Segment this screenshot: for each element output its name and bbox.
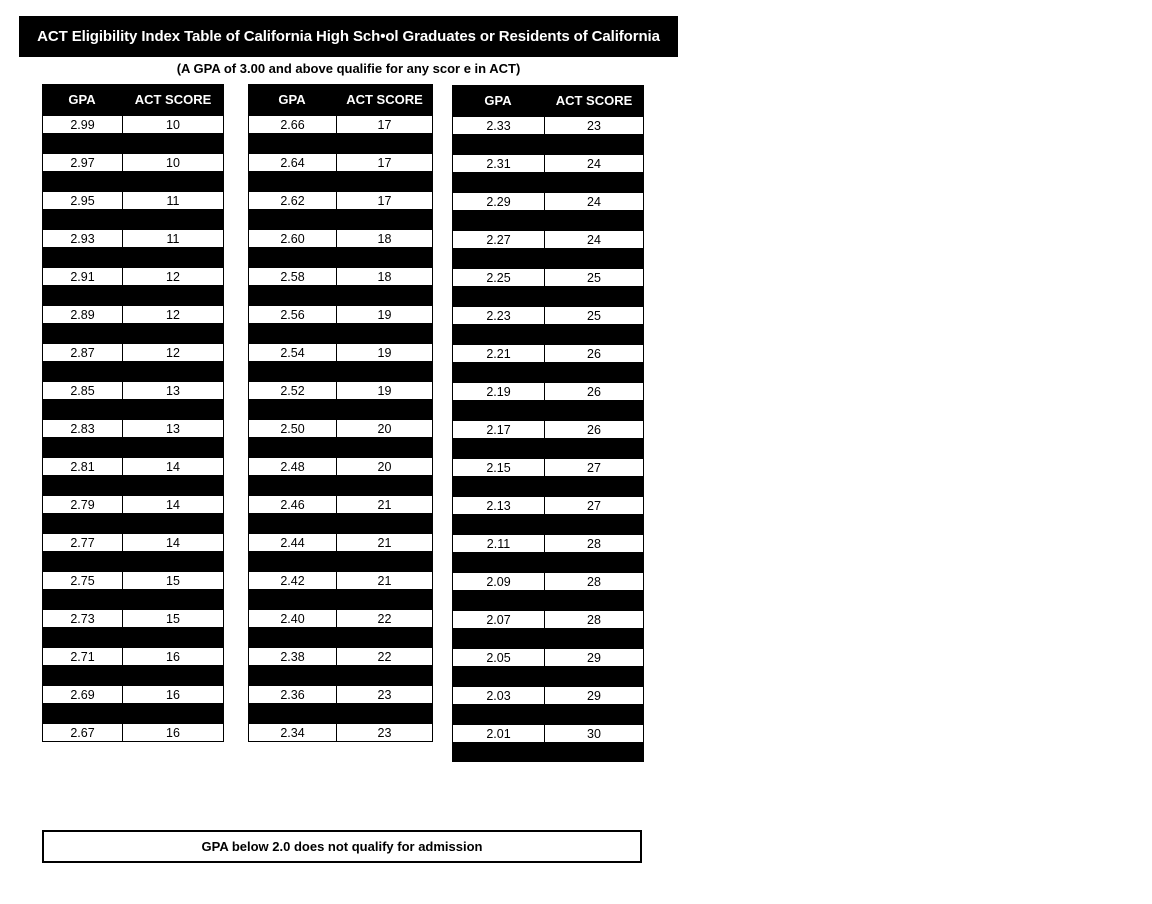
gpa-cell: 2.21	[453, 345, 545, 362]
gpa-cell: 2.17	[453, 421, 545, 438]
act-score-cell: 11	[166, 193, 180, 208]
table-row	[42, 647, 224, 666]
act-score-cell: 19	[377, 383, 392, 398]
gpa-cell: 2.56	[249, 306, 337, 323]
row-separator-band	[248, 590, 433, 609]
act-score-cell: 28	[587, 612, 601, 627]
table-row	[452, 496, 644, 515]
row-separator-band	[248, 666, 433, 685]
table-row	[248, 685, 433, 704]
table-row	[452, 230, 644, 249]
table-row	[42, 191, 224, 210]
act-score-cell: 27	[587, 498, 601, 513]
row-separator-band	[42, 438, 224, 457]
table-row	[42, 115, 224, 134]
table-row	[248, 343, 433, 362]
gpa-cell: 2.62	[249, 192, 337, 209]
row-separator-band	[248, 248, 433, 267]
table-row	[248, 191, 433, 210]
table-row	[452, 572, 644, 591]
act-score-cell: 14	[166, 459, 180, 474]
table-row	[452, 610, 644, 629]
gpa-cell: 2.31	[453, 155, 545, 172]
table-row	[42, 305, 224, 324]
row-separator-band	[42, 704, 224, 723]
act-score-cell: 21	[377, 573, 392, 588]
gpa-cell: 2.99	[43, 116, 123, 133]
act-score-cell: 29	[587, 688, 601, 703]
act-score-cell: 17	[377, 155, 392, 170]
table-column-3	[452, 85, 644, 762]
gpa-header: GPA	[484, 93, 512, 108]
gpa-cell: 2.44	[249, 534, 337, 551]
gpa-cell: 2.34	[249, 724, 337, 741]
act-score-cell: 29	[587, 650, 601, 665]
act-score-cell: 18	[377, 269, 392, 284]
gpa-cell: 2.69	[43, 686, 123, 703]
table-header	[42, 84, 224, 115]
table-row	[248, 647, 433, 666]
act-score-cell: 24	[587, 194, 601, 209]
gpa-cell: 2.66	[249, 116, 337, 133]
gpa-cell: 2.07	[453, 611, 545, 628]
row-separator-band	[452, 173, 644, 192]
table-header	[452, 85, 644, 116]
gpa-cell: 2.15	[453, 459, 545, 476]
row-separator-band	[452, 211, 644, 230]
act-score-cell: 21	[377, 497, 392, 512]
row-separator-band	[248, 286, 433, 305]
table-row	[452, 534, 644, 553]
act-score-header: ACT SCORE	[555, 93, 633, 108]
row-separator-band	[248, 438, 433, 457]
table-row	[248, 571, 433, 590]
act-score-cell: 12	[166, 269, 180, 284]
gpa-cell: 2.40	[249, 610, 337, 627]
row-separator-band	[248, 134, 433, 153]
row-separator-band	[42, 324, 224, 343]
row-separator-band	[42, 210, 224, 229]
row-separator-band	[42, 400, 224, 419]
act-score-cell: 23	[377, 687, 392, 702]
row-separator-band	[452, 287, 644, 306]
table-row	[42, 343, 224, 362]
table-row	[452, 306, 644, 325]
act-score-cell: 27	[587, 460, 601, 475]
act-score-cell: 21	[377, 535, 392, 550]
table-row	[248, 115, 433, 134]
gpa-cell: 2.75	[43, 572, 123, 589]
act-score-header: ACT SCORE	[346, 92, 423, 107]
table-row	[452, 648, 644, 667]
row-separator-band	[452, 629, 644, 648]
row-separator-band	[42, 286, 224, 305]
gpa-cell: 2.48	[249, 458, 337, 475]
act-score-cell: 26	[587, 422, 601, 437]
table-row	[42, 153, 224, 172]
act-score-cell: 15	[166, 611, 180, 626]
gpa-cell: 2.38	[249, 648, 337, 665]
row-separator-band	[452, 401, 644, 420]
act-score-cell: 12	[166, 345, 180, 360]
table-row	[248, 305, 433, 324]
act-score-cell: 30	[587, 726, 601, 741]
row-separator-band	[452, 439, 644, 458]
table-header	[248, 84, 433, 115]
act-score-cell: 23	[587, 118, 601, 133]
gpa-cell: 2.36	[249, 686, 337, 703]
row-separator-band	[42, 514, 224, 533]
row-separator-band	[452, 591, 644, 610]
row-separator-band	[42, 590, 224, 609]
gpa-cell: 2.83	[43, 420, 123, 437]
gpa-header: GPA	[278, 92, 306, 107]
row-separator-band	[452, 743, 644, 762]
page-subtitle: (A GPA of 3.00 and above qualifie for any scor e in ACT)	[176, 61, 521, 76]
gpa-cell: 2.25	[453, 269, 545, 286]
table-row	[42, 685, 224, 704]
gpa-header: GPA	[68, 92, 96, 107]
table-row	[452, 724, 644, 743]
row-separator-band	[248, 552, 433, 571]
table-row	[42, 723, 224, 742]
row-separator-band	[248, 324, 433, 343]
gpa-cell: 2.05	[453, 649, 545, 666]
act-score-cell: 13	[166, 421, 180, 436]
gpa-cell: 2.03	[453, 687, 545, 704]
act-score-cell: 17	[377, 117, 392, 132]
table-row	[248, 723, 433, 742]
row-separator-band	[42, 628, 224, 647]
row-separator-band	[42, 172, 224, 191]
page-title: ACT Eligibility Index Table of California High Sch•ol Graduates or Residents of California	[19, 16, 678, 57]
row-separator-band	[42, 362, 224, 381]
gpa-cell: 2.46	[249, 496, 337, 513]
row-separator-band	[452, 249, 644, 268]
act-score-cell: 25	[587, 270, 601, 285]
row-separator-band	[248, 514, 433, 533]
gpa-cell: 2.64	[249, 154, 337, 171]
act-score-cell: 22	[377, 649, 392, 664]
gpa-cell: 2.11	[453, 535, 545, 552]
gpa-cell: 2.93	[43, 230, 123, 247]
act-score-cell: 14	[166, 497, 180, 512]
gpa-cell: 2.85	[43, 382, 123, 399]
row-separator-band	[248, 172, 433, 191]
table-row	[248, 229, 433, 248]
gpa-cell: 2.58	[249, 268, 337, 285]
act-score-cell: 17	[377, 193, 392, 208]
gpa-cell: 2.97	[43, 154, 123, 171]
gpa-cell: 2.52	[249, 382, 337, 399]
row-separator-band	[248, 476, 433, 495]
act-score-cell: 13	[166, 383, 180, 398]
table-row	[452, 268, 644, 287]
act-score-cell: 12	[166, 307, 180, 322]
gpa-cell: 2.81	[43, 458, 123, 475]
table-row	[452, 344, 644, 363]
table-column-2	[248, 84, 433, 742]
act-score-cell: 14	[166, 535, 180, 550]
row-separator-band	[42, 134, 224, 153]
row-separator-band	[452, 667, 644, 686]
gpa-cell: 2.33	[453, 117, 545, 134]
gpa-cell: 2.89	[43, 306, 123, 323]
table-column-1	[42, 84, 224, 742]
row-separator-band	[452, 515, 644, 534]
table-row	[248, 533, 433, 552]
gpa-cell: 2.77	[43, 534, 123, 551]
act-score-cell: 20	[377, 421, 392, 436]
table-row	[248, 495, 433, 514]
table-row	[452, 382, 644, 401]
act-score-cell: 22	[377, 611, 392, 626]
table-row	[248, 267, 433, 286]
row-separator-band	[248, 704, 433, 723]
row-separator-band	[42, 476, 224, 495]
table-row	[248, 419, 433, 438]
row-separator-band	[42, 248, 224, 267]
act-score-cell: 10	[166, 155, 180, 170]
act-score-cell: 26	[587, 346, 601, 361]
gpa-cell: 2.09	[453, 573, 545, 590]
gpa-cell: 2.27	[453, 231, 545, 248]
gpa-cell: 2.91	[43, 268, 123, 285]
table-row	[42, 229, 224, 248]
row-separator-band	[452, 135, 644, 154]
table-row	[248, 457, 433, 476]
table-row	[42, 571, 224, 590]
act-score-cell: 11	[166, 231, 180, 246]
table-row	[42, 609, 224, 628]
footer-note: GPA below 2.0 does not qualify for admission	[42, 830, 642, 863]
table-row	[452, 154, 644, 173]
gpa-cell: 2.87	[43, 344, 123, 361]
table-row	[42, 267, 224, 286]
row-separator-band	[248, 210, 433, 229]
gpa-cell: 2.50	[249, 420, 337, 437]
gpa-cell: 2.54	[249, 344, 337, 361]
table-row	[452, 192, 644, 211]
table-row	[248, 381, 433, 400]
act-score-cell: 16	[166, 649, 180, 664]
gpa-cell: 2.60	[249, 230, 337, 247]
row-separator-band	[452, 477, 644, 496]
act-score-cell: 23	[377, 725, 392, 740]
act-score-cell: 16	[166, 725, 180, 740]
act-score-cell: 20	[377, 459, 392, 474]
table-row	[42, 381, 224, 400]
table-row	[42, 419, 224, 438]
act-score-cell: 19	[377, 345, 392, 360]
table-row	[248, 153, 433, 172]
act-score-cell: 16	[166, 687, 180, 702]
act-score-cell: 18	[377, 231, 392, 246]
gpa-cell: 2.19	[453, 383, 545, 400]
row-separator-band	[42, 666, 224, 685]
row-separator-band	[452, 553, 644, 572]
gpa-cell: 2.23	[453, 307, 545, 324]
table-row	[248, 609, 433, 628]
row-separator-band	[452, 325, 644, 344]
table-row	[42, 457, 224, 476]
gpa-cell: 2.73	[43, 610, 123, 627]
table-row	[452, 116, 644, 135]
gpa-cell: 2.79	[43, 496, 123, 513]
row-separator-band	[248, 628, 433, 647]
act-score-cell: 25	[587, 308, 601, 323]
gpa-cell: 2.95	[43, 192, 123, 209]
act-score-cell: 26	[587, 384, 601, 399]
row-separator-band	[452, 705, 644, 724]
table-row	[42, 533, 224, 552]
table-row	[42, 495, 224, 514]
act-score-cell: 15	[166, 573, 180, 588]
act-score-cell: 24	[587, 156, 601, 171]
gpa-cell: 2.42	[249, 572, 337, 589]
act-score-cell: 19	[377, 307, 392, 322]
gpa-cell: 2.01	[453, 725, 545, 742]
act-score-cell: 28	[587, 536, 601, 551]
row-separator-band	[452, 363, 644, 382]
act-score-cell: 24	[587, 232, 601, 247]
gpa-cell: 2.71	[43, 648, 123, 665]
row-separator-band	[248, 400, 433, 419]
gpa-cell: 2.13	[453, 497, 545, 514]
table-row	[452, 420, 644, 439]
gpa-cell: 2.29	[453, 193, 545, 210]
row-separator-band	[248, 362, 433, 381]
act-score-header: ACT SCORE	[134, 92, 212, 107]
row-separator-band	[42, 552, 224, 571]
act-score-cell: 28	[587, 574, 601, 589]
act-score-cell: 10	[166, 117, 180, 132]
table-row	[452, 686, 644, 705]
gpa-cell: 2.67	[43, 724, 123, 741]
table-row	[452, 458, 644, 477]
